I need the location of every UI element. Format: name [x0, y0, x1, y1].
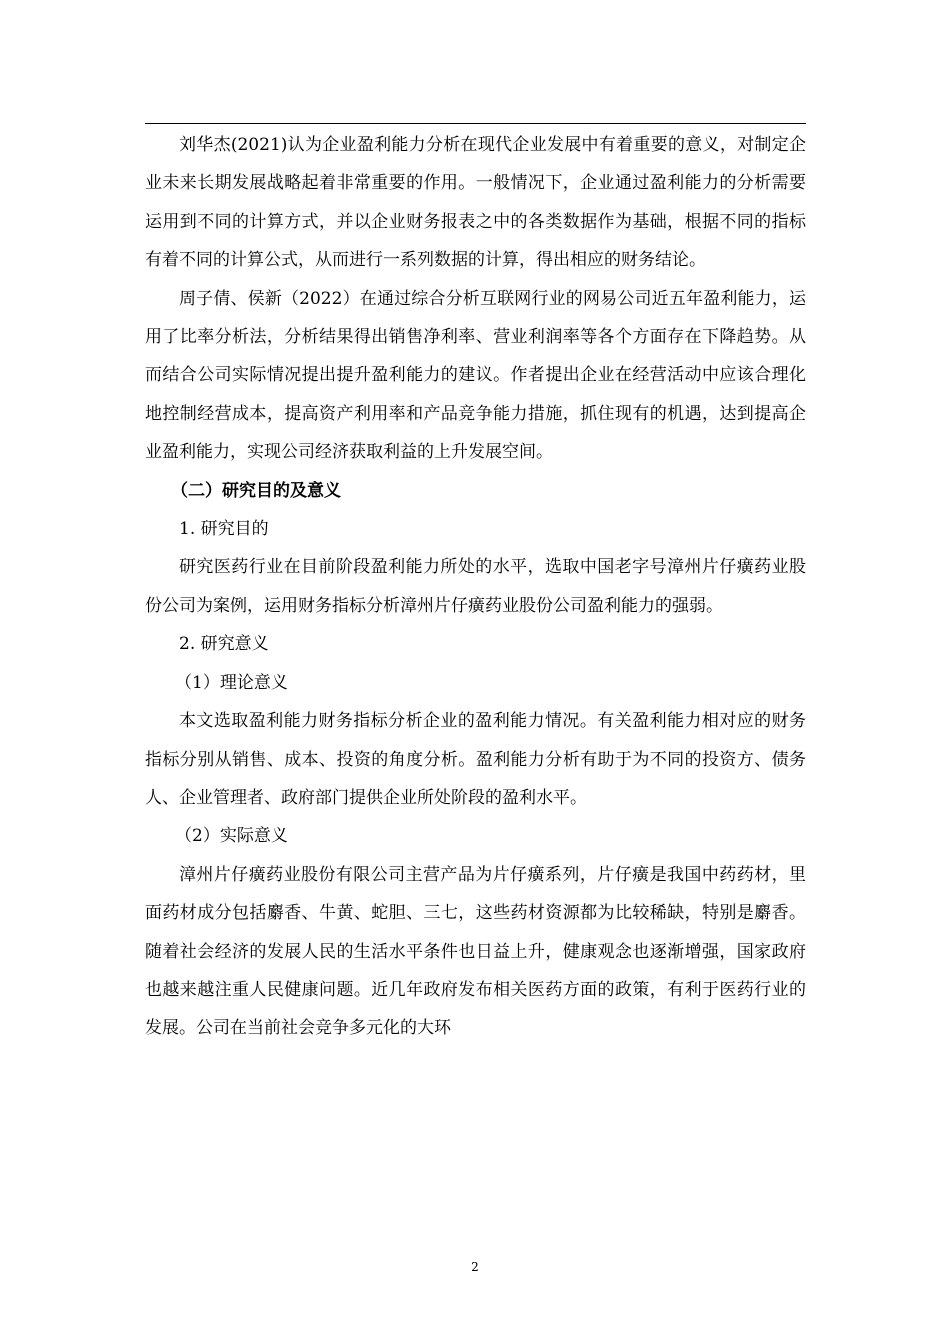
page-number: 2 — [471, 1260, 479, 1274]
body-text — [145, 126, 806, 1048]
paragraph-zhou-ziqian: 周子倩、侯新（2022）在通过综合分析互联网行业的网易公司近五年盈利能力，运用了比率分析法，分析结果得出销售净利率、营业利润率等各个方面存在下降趋势。从而结合公司实际情况提出提升盈利能力的建议。作者提出企业在经营活动中应该合理化地控制经营成本，提高资产利用率和产品竞争能力措施，抓住现有的机遇，达到提高企业盈利能力，实现公司经济获取利益的上升发展空间。 — [145, 288, 806, 463]
item-heading-theoretical: （1）理论意义 — [175, 672, 288, 693]
paragraph-practical-significance: 漳州片仔癀药业股份有限公司主营产品为片仔癀系列，片仔癀是我国中药药材，里面药材成分包括麝香、牛黄、蛇胆、三七，这些药材资源都为比较稀缺，特别是麝香。随着社会经济的发展人民的生活水平条件也日益上升，健康观念也逐渐增强，国家政府也越来越注重人民健康问题。近几年政府发布相关医药方面的政策，有利于医药行业的发展。公司在当前社会竞争多元化的大环 — [145, 864, 806, 1039]
paragraph-research-purpose: 研究医药行业在目前阶段盈利能力所处的水平，选取中国老字号漳州片仔癀药业股份公司为案例，运用财务指标分析漳州片仔癀药业股份公司盈利能力的强弱。 — [145, 557, 806, 616]
header-rule — [145, 123, 806, 124]
subheading-research-significance: 2. 研究意义 — [179, 634, 269, 655]
paragraph-liu-huajie: 刘华杰(2021)认为企业盈利能力分析在现代企业发展中有着重要的意义，对制定企业未来长期发展战略起着非常重要的作用。一般情况下，企业通过盈利能力的分析需要运用到不同的计算方式，并以企业财务报表之中的各类数据作为基础，根据不同的指标有着不同的计算公式，从而进行一系列数据的计算，得出相应的财务结论。 — [145, 135, 806, 271]
item-heading-practical: （2）实际意义 — [175, 826, 288, 847]
subheading-research-purpose: 1. 研究目的 — [179, 519, 269, 540]
section-heading: （二）研究目的及意义 — [171, 480, 341, 501]
paragraph-theoretical-significance: 本文选取盈利能力财务指标分析企业的盈利能力情况。有关盈利能力相对应的财务指标分别从销售、成本、投资的角度分析。盈利能力分析有助于为不同的投资方、债务人、企业管理者、政府部门提供企业所处阶段的盈利水平。 — [145, 711, 806, 808]
